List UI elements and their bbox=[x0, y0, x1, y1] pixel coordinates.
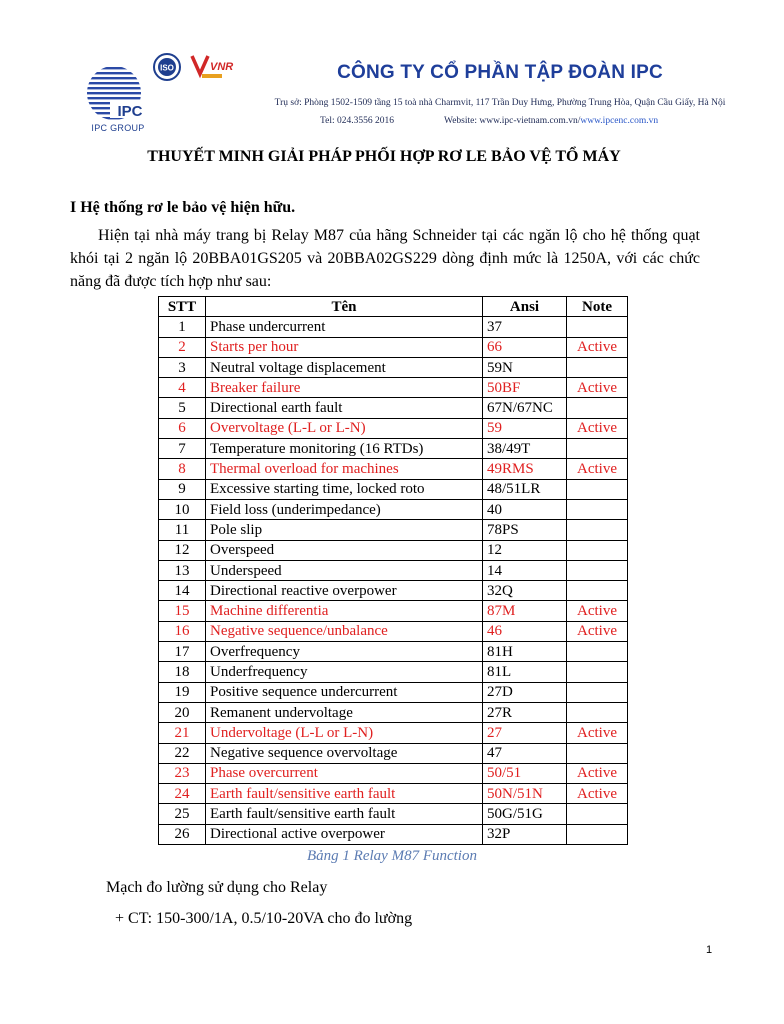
row-note-cell: Active bbox=[567, 784, 628, 804]
table-row bbox=[159, 560, 628, 580]
row-stt-cell: 18 bbox=[159, 662, 206, 682]
row-stt-cell: 10 bbox=[159, 499, 206, 519]
row-note-cell bbox=[567, 520, 628, 540]
row-stt-cell: 4 bbox=[159, 378, 206, 398]
table-row bbox=[159, 682, 628, 702]
row-ansi-cell: 81H bbox=[483, 642, 567, 662]
row-stt-cell: 8 bbox=[159, 459, 206, 479]
table-row bbox=[159, 824, 628, 844]
table-caption: Bảng 1 Relay M87 Function bbox=[307, 848, 477, 864]
row-note-cell bbox=[567, 479, 628, 499]
row-note-cell: Active bbox=[567, 723, 628, 743]
row-name-cell: Breaker failure bbox=[206, 378, 483, 398]
row-stt-cell: 21 bbox=[159, 723, 206, 743]
relay-function-table bbox=[158, 296, 628, 845]
row-name-cell: Thermal overload for machines bbox=[206, 459, 483, 479]
row-stt-cell: 24 bbox=[159, 784, 206, 804]
vnr500-award-icon bbox=[188, 52, 234, 82]
table-row bbox=[159, 479, 628, 499]
document-title: THUYẾT MINH GIẢI PHÁP PHỐI HỢP RƠ LE BẢO VỆ TỔ MÁY bbox=[147, 148, 621, 165]
row-ansi-cell: 27R bbox=[483, 702, 567, 722]
table-row bbox=[159, 317, 628, 337]
row-ansi-cell: 12 bbox=[483, 540, 567, 560]
company-website bbox=[444, 116, 658, 126]
row-name-cell: Underfrequency bbox=[206, 662, 483, 682]
row-note-cell: Active bbox=[567, 378, 628, 398]
svg-text:IPC: IPC bbox=[117, 103, 143, 120]
row-ansi-cell: 38/49T bbox=[483, 439, 567, 459]
header-name: Tên bbox=[206, 297, 483, 317]
row-note-cell bbox=[567, 560, 628, 580]
row-name-cell: Positive sequence undercurrent bbox=[206, 682, 483, 702]
row-name-cell: Negative sequence overvoltage bbox=[206, 743, 483, 763]
page-number: 1 bbox=[706, 944, 713, 956]
row-name-cell: Field loss (underimpedance) bbox=[206, 499, 483, 519]
row-note-cell: Active bbox=[567, 337, 628, 357]
row-ansi-cell: 48/51LR bbox=[483, 479, 567, 499]
row-name-cell: Phase undercurrent bbox=[206, 317, 483, 337]
table-row bbox=[159, 702, 628, 722]
table-row bbox=[159, 642, 628, 662]
row-note-cell: Active bbox=[567, 459, 628, 479]
row-note-cell bbox=[567, 682, 628, 702]
row-stt-cell: 20 bbox=[159, 702, 206, 722]
table-row bbox=[159, 540, 628, 560]
table-row bbox=[159, 459, 628, 479]
row-stt-cell: 15 bbox=[159, 601, 206, 621]
row-name-cell: Remanent undervoltage bbox=[206, 702, 483, 722]
row-stt-cell: 13 bbox=[159, 560, 206, 580]
row-ansi-cell: 49RMS bbox=[483, 459, 567, 479]
row-name-cell: Earth fault/sensitive earth fault bbox=[206, 804, 483, 824]
row-ansi-cell: 78PS bbox=[483, 520, 567, 540]
table-row bbox=[159, 337, 628, 357]
company-phone: Tel: 024.3556 2016 bbox=[320, 116, 395, 126]
row-stt-cell: 5 bbox=[159, 398, 206, 418]
row-ansi-cell: 50BF bbox=[483, 378, 567, 398]
row-ansi-cell: 27D bbox=[483, 682, 567, 702]
row-name-cell: Overvoltage (L-L or L-N) bbox=[206, 418, 483, 438]
table-row bbox=[159, 723, 628, 743]
row-stt-cell: 23 bbox=[159, 763, 206, 783]
row-note-cell bbox=[567, 540, 628, 560]
row-note-cell: Active bbox=[567, 621, 628, 641]
table-row bbox=[159, 662, 628, 682]
row-stt-cell: 16 bbox=[159, 621, 206, 641]
row-stt-cell: 6 bbox=[159, 418, 206, 438]
row-stt-cell: 26 bbox=[159, 824, 206, 844]
svg-text:VNR: VNR bbox=[210, 61, 234, 73]
row-name-cell: Underspeed bbox=[206, 560, 483, 580]
row-ansi-cell: 27 bbox=[483, 723, 567, 743]
row-name-cell: Negative sequence/unbalance bbox=[206, 621, 483, 641]
table-row bbox=[159, 784, 628, 804]
ipc-globe-logo-icon bbox=[86, 62, 150, 124]
relay-table-body bbox=[159, 317, 628, 845]
row-ansi-cell: 14 bbox=[483, 560, 567, 580]
row-note-cell bbox=[567, 743, 628, 763]
row-stt-cell: 22 bbox=[159, 743, 206, 763]
header-note: Note bbox=[567, 297, 628, 317]
row-name-cell: Temperature monitoring (16 RTDs) bbox=[206, 439, 483, 459]
row-name-cell: Overspeed bbox=[206, 540, 483, 560]
row-ansi-cell: 40 bbox=[483, 499, 567, 519]
row-name-cell: Directional active overpower bbox=[206, 824, 483, 844]
row-name-cell: Pole slip bbox=[206, 520, 483, 540]
row-name-cell: Starts per hour bbox=[206, 337, 483, 357]
row-ansi-cell: 81L bbox=[483, 662, 567, 682]
table-row bbox=[159, 418, 628, 438]
measurement-circuit-line: Mạch đo lường sử dụng cho Relay bbox=[106, 879, 328, 896]
row-stt-cell: 11 bbox=[159, 520, 206, 540]
row-stt-cell: 9 bbox=[159, 479, 206, 499]
row-name-cell: Undervoltage (L-L or L-N) bbox=[206, 723, 483, 743]
table-row bbox=[159, 439, 628, 459]
row-stt-cell: 17 bbox=[159, 642, 206, 662]
table-row bbox=[159, 601, 628, 621]
table-row bbox=[159, 520, 628, 540]
row-stt-cell: 25 bbox=[159, 804, 206, 824]
company-address: Trụ sở: Phòng 1502-1509 tầng 15 toà nhà Charmvit, 117 Trần Duy Hưng, Phường Trung Hòa, Quận Cầu Giấy, Hà Nội bbox=[274, 98, 726, 108]
row-stt-cell: 1 bbox=[159, 317, 206, 337]
row-name-cell: Overfrequency bbox=[206, 642, 483, 662]
row-note-cell: Active bbox=[567, 763, 628, 783]
row-note-cell bbox=[567, 581, 628, 601]
table-row bbox=[159, 804, 628, 824]
row-ansi-cell: 66 bbox=[483, 337, 567, 357]
row-name-cell: Directional reactive overpower bbox=[206, 581, 483, 601]
table-row bbox=[159, 378, 628, 398]
row-stt-cell: 19 bbox=[159, 682, 206, 702]
header-stt: STT bbox=[159, 297, 206, 317]
row-name-cell: Machine differentia bbox=[206, 601, 483, 621]
table-row bbox=[159, 499, 628, 519]
letterhead bbox=[0, 0, 768, 140]
row-note-cell bbox=[567, 804, 628, 824]
table-row bbox=[159, 621, 628, 641]
row-note-cell: Active bbox=[567, 418, 628, 438]
row-ansi-cell: 32Q bbox=[483, 581, 567, 601]
row-stt-cell: 2 bbox=[159, 337, 206, 357]
header-ansi: Ansi bbox=[483, 297, 567, 317]
row-ansi-cell: 50N/51N bbox=[483, 784, 567, 804]
row-note-cell bbox=[567, 662, 628, 682]
row-ansi-cell: 32P bbox=[483, 824, 567, 844]
row-ansi-cell: 37 bbox=[483, 317, 567, 337]
row-ansi-cell: 47 bbox=[483, 743, 567, 763]
row-stt-cell: 14 bbox=[159, 581, 206, 601]
website-link[interactable]: www.ipcenc.com.vn bbox=[580, 116, 659, 126]
company-name: CÔNG TY CỔ PHẦN TẬP ĐOÀN IPC bbox=[337, 62, 663, 83]
row-ansi-cell: 59 bbox=[483, 418, 567, 438]
row-note-cell bbox=[567, 824, 628, 844]
row-name-cell: Neutral voltage displacement bbox=[206, 357, 483, 377]
row-note-cell bbox=[567, 642, 628, 662]
table-header-row bbox=[159, 297, 628, 317]
table-row bbox=[159, 398, 628, 418]
ct-spec-line: + CT: 150-300/1A, 0.5/10-20VA cho đo lường bbox=[115, 910, 413, 927]
row-stt-cell: 7 bbox=[159, 439, 206, 459]
row-note-cell: Active bbox=[567, 601, 628, 621]
table-row bbox=[159, 763, 628, 783]
row-ansi-cell: 46 bbox=[483, 621, 567, 641]
row-note-cell bbox=[567, 702, 628, 722]
row-ansi-cell: 67N/67NC bbox=[483, 398, 567, 418]
row-stt-cell: 12 bbox=[159, 540, 206, 560]
row-ansi-cell: 59N bbox=[483, 357, 567, 377]
row-name-cell: Directional earth fault bbox=[206, 398, 483, 418]
section-heading: I Hệ thống rơ le bảo vệ hiện hữu. bbox=[70, 199, 296, 216]
svg-text:ISO: ISO bbox=[160, 63, 174, 73]
table-row bbox=[159, 743, 628, 763]
row-ansi-cell: 50/51 bbox=[483, 763, 567, 783]
row-name-cell: Earth fault/sensitive earth fault bbox=[206, 784, 483, 804]
row-stt-cell: 3 bbox=[159, 357, 206, 377]
website-label: Website: www.ipc-vietnam.com.vn/ bbox=[444, 116, 581, 126]
row-note-cell bbox=[567, 317, 628, 337]
table-row bbox=[159, 581, 628, 601]
intro-paragraph-text: Hiện tại nhà máy trang bị Relay M87 của hãng Schneider tại các ngăn lộ cho hệ thống quạt khói tại 2 ngăn lộ 20BBA01GS205 và 20BBA02GS229 dòng định mức là 1250A, với các chức năng đã được tích hợp như sau: bbox=[70, 227, 700, 290]
logo-caption: IPC GROUP bbox=[91, 123, 145, 133]
row-note-cell bbox=[567, 439, 628, 459]
table-row bbox=[159, 357, 628, 377]
row-ansi-cell: 87M bbox=[483, 601, 567, 621]
row-name-cell: Excessive starting time, locked roto bbox=[206, 479, 483, 499]
row-note-cell bbox=[567, 357, 628, 377]
row-ansi-cell: 50G/51G bbox=[483, 804, 567, 824]
row-note-cell bbox=[567, 398, 628, 418]
row-name-cell: Phase overcurrent bbox=[206, 763, 483, 783]
iso-certification-icon bbox=[152, 52, 182, 82]
intro-paragraph bbox=[70, 224, 700, 293]
row-note-cell bbox=[567, 499, 628, 519]
